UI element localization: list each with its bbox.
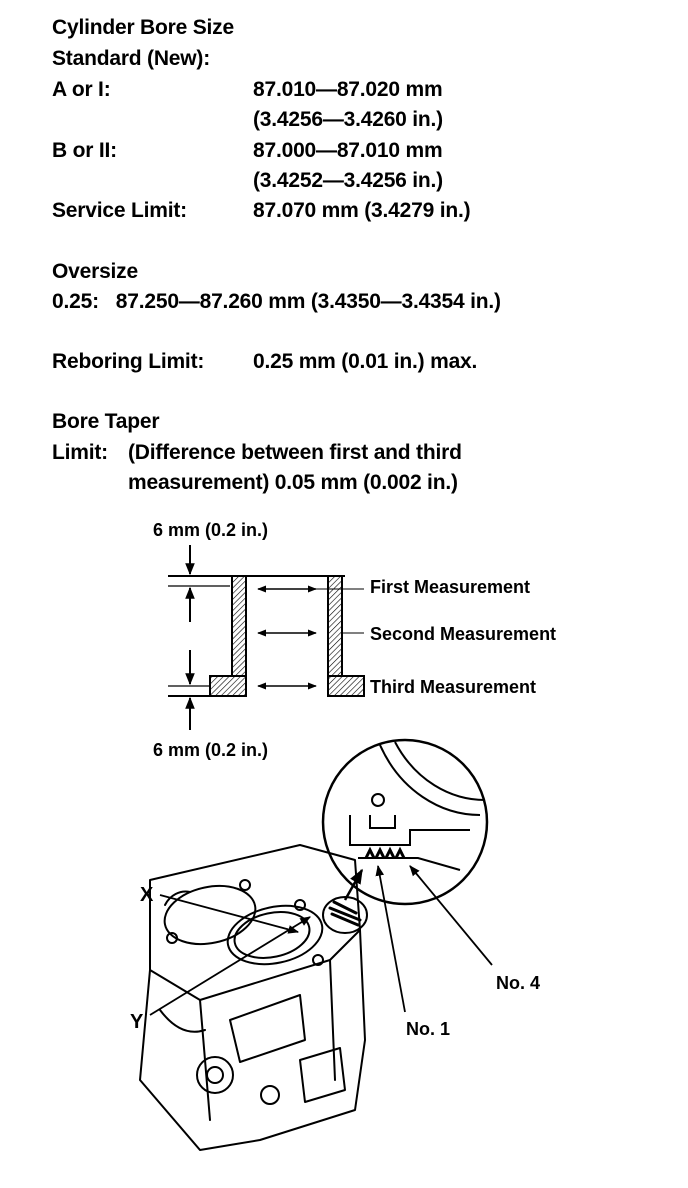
oversize-value-line: 0.25: 87.250—87.260 mm (3.4350—3.4354 in.): [52, 290, 501, 313]
a-or-i-mm-value: 87.010—87.020 mm: [253, 78, 443, 101]
taper-limit-label: Limit:: [52, 441, 108, 464]
service-limit-label: Service Limit:: [52, 199, 187, 222]
oversize-title: Oversize: [52, 260, 138, 283]
detail-stamp-marks: [366, 850, 404, 858]
taper-limit-line-1: (Difference between first and third: [128, 441, 462, 464]
block-boss-2: [261, 1086, 279, 1104]
reboring-limit-value: 0.25 mm (0.01 in.) max.: [253, 350, 478, 373]
top-dimension-label: 6 mm (0.2 in.): [153, 520, 269, 540]
taper-limit-line-2: measurement) 0.05 mm (0.002 in.): [128, 471, 458, 494]
detail-stamp-base: [358, 858, 460, 870]
a-or-i-label: A or I:: [52, 78, 111, 101]
third-measurement-label: Third Measurement: [370, 677, 537, 697]
section-title-cylinder-bore-size: Cylinder Bore Size: [52, 16, 234, 39]
block-detail-2: [230, 995, 305, 1062]
detail-step-outline: [350, 815, 470, 845]
magnified-detail: [323, 740, 487, 904]
b-or-ii-inch-value: (3.4252—3.4256 in.): [253, 169, 443, 192]
block-detail-3: [300, 1048, 345, 1102]
marking-stamps: [330, 902, 360, 925]
detail-step-notch: [370, 815, 395, 828]
x-label: X: [140, 884, 154, 906]
no1-label: No. 1: [406, 1019, 451, 1039]
block-boss-1: [197, 1057, 233, 1093]
reboring-limit-label: Reboring Limit:: [52, 350, 205, 373]
x-axis-line: [160, 895, 298, 932]
block-edge-2: [330, 960, 335, 1080]
bottom-dimension-label: 6 mm (0.2 in.): [153, 740, 269, 760]
b-or-ii-label: B or II:: [52, 139, 117, 162]
y-label: Y: [130, 1011, 144, 1033]
b-or-ii-mm-value: 87.000—87.010 mm: [253, 139, 443, 162]
no4-label: No. 4: [496, 973, 541, 993]
block-detail-1: [160, 1010, 205, 1032]
deck-bolt-3: [240, 880, 250, 890]
second-measurement-label: Second Measurement: [370, 624, 557, 644]
first-measurement-label: First Measurement: [370, 577, 531, 597]
a-or-i-inch-value: (3.4256—3.4260 in.): [253, 108, 443, 131]
engine-deck-outline: [150, 845, 360, 1000]
standard-new-label: Standard (New):: [52, 47, 211, 70]
no1-leader: [378, 866, 405, 1012]
detail-circle: [323, 740, 487, 904]
detail-bore-arc-2: [395, 742, 485, 800]
no4-leader: [410, 866, 492, 965]
block-boss-1-inner: [207, 1067, 223, 1083]
detail-bore-arc-1: [380, 745, 480, 815]
deck-bolt-4: [295, 900, 305, 910]
detail-hole: [372, 794, 384, 806]
service-limit-value: 87.070 mm (3.4279 in.): [253, 199, 471, 222]
bore-taper-title: Bore Taper: [52, 410, 160, 433]
